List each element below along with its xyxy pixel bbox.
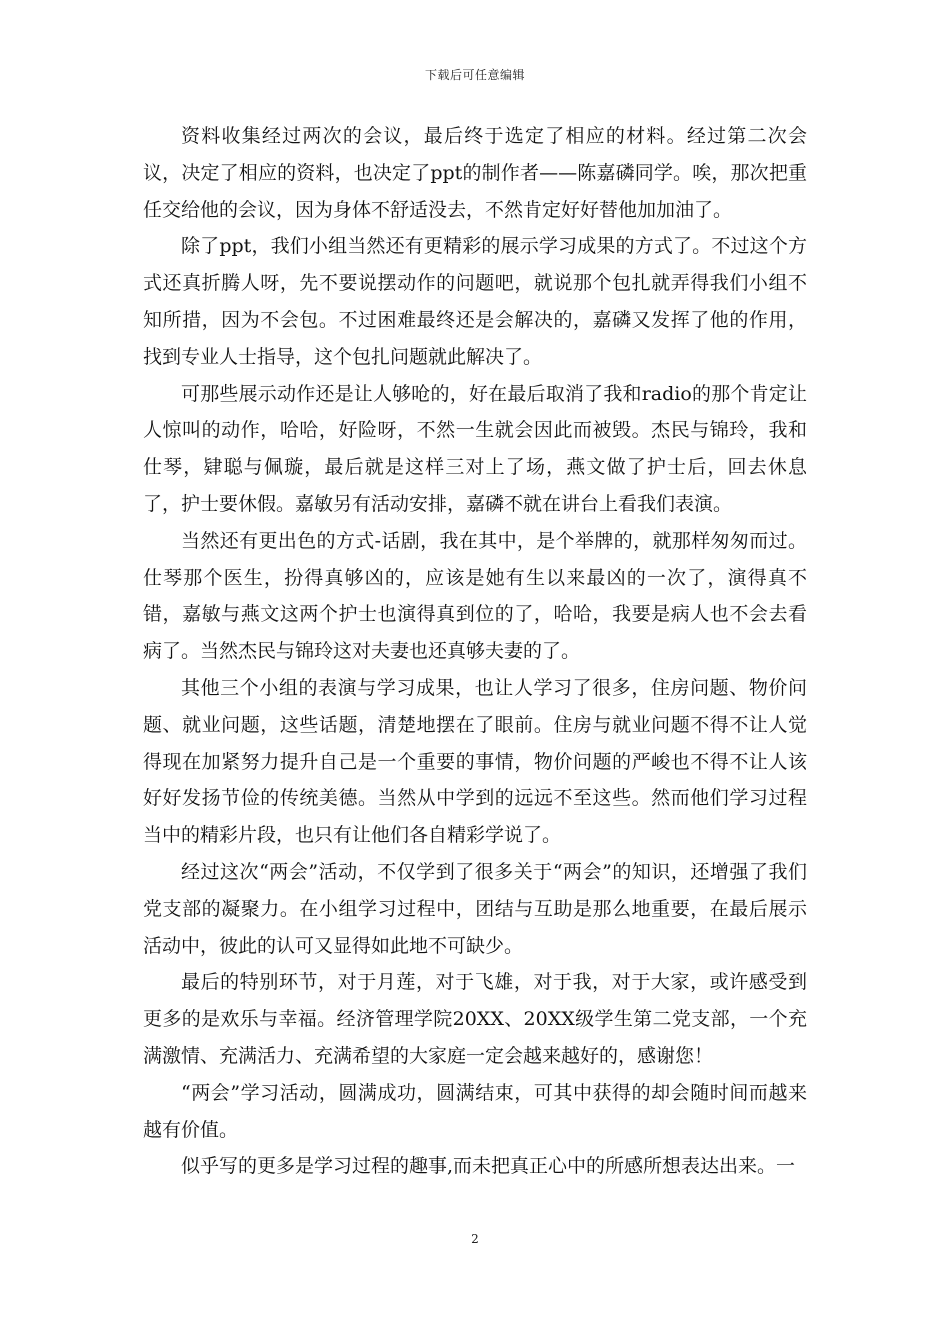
paragraph: 经过这次“两会”活动，不仅学到了很多关于“两会”的知识，还增强了我们党支部的凝聚力。在小组学习过程中，团结与互助是那么地重要，在最后展示活动中，彼此的认可又显得如此地不可缺少。: [143, 860, 807, 957]
paragraph: 最后的特别环节，对于月莲，对于飞雄，对于我，对于大家，或许感受到更多的是欢乐与幸福。经济管理学院20XX、20XX级学生第二党支部，一个充满激情、充满活力、充满希望的大家庭一定会越来越好的，感谢您！: [143, 971, 807, 1067]
document-body: [143, 118, 807, 1185]
paragraph: 其他三个小组的表演与学习成果，也让人学习了很多，住房问题、物价问题、就业问题，这些话题，清楚地摆在了眼前。住房与就业问题不得不让人觉得现在加紧努力提升自己是一个重要的事情，物价问题的严峻也不得不让人该好好发扬节俭的传统美德。当然从中学到的远远不至这些。然而他们学习过程当中的精彩片段，也只有让他们各自精彩学说了。: [143, 676, 807, 847]
paragraph: 似乎写的更多是学习过程的趣事,而未把真正心中的所感所想表达出来。一: [181, 1155, 796, 1178]
paragraph: 当然还有更出色的方式-话剧，我在其中，是个举牌的，就那样匆匆而过。仕琴那个医生，扮得真够凶的，应该是她有生以来最凶的一次了，演得真不错，嘉敏与燕文这两个护士也演得真到位的了，哈哈，我要是病人也不会去看病了。当然杰民与锦玲这对夫妻也还真够夫妻的了。: [143, 529, 807, 663]
paragraph: 除了ppt，我们小组当然还有更精彩的展示学习成果的方式了。不过这个方式还真折腾人呀，先不要说摆动作的问题吧，就说那个包扎就弄得我们小组不知所措，因为不会包。不过困难最终还是会解决的，嘉磷又发挥了他的作用，找到专业人士指导，这个包扎问题就此解决了。: [143, 235, 807, 368]
page-number: 2: [471, 1232, 479, 1246]
paragraph: “两会”学习活动，圆满成功，圆满结束，可其中获得的却会随时间而越来越有价值。: [143, 1081, 807, 1141]
paragraph: 资料收集经过两次的会议，最后终于选定了相应的材料。经过第二次会议，决定了相应的资料，也决定了ppt的制作者——陈嘉磷同学。唉，那次把重任交给他的会议，因为身体不舒适没去，不然肯定好好替他加加油了。: [143, 125, 807, 221]
page-header: 下载后可任意编辑: [424, 68, 525, 82]
paragraph: 可那些展示动作还是让人够呛的，好在最后取消了我和radio的那个肯定让人惊叫的动作，哈哈，好险呀，不然一生就会因此而被毁。杰民与锦玲，我和仕琴，肄聪与佩璇，最后就是这样三对上了场，燕文做了护士后，回去休息了，护士要休假。嘉敏另有活动安排，嘉磷不就在讲台上看我们表演。: [143, 382, 807, 515]
